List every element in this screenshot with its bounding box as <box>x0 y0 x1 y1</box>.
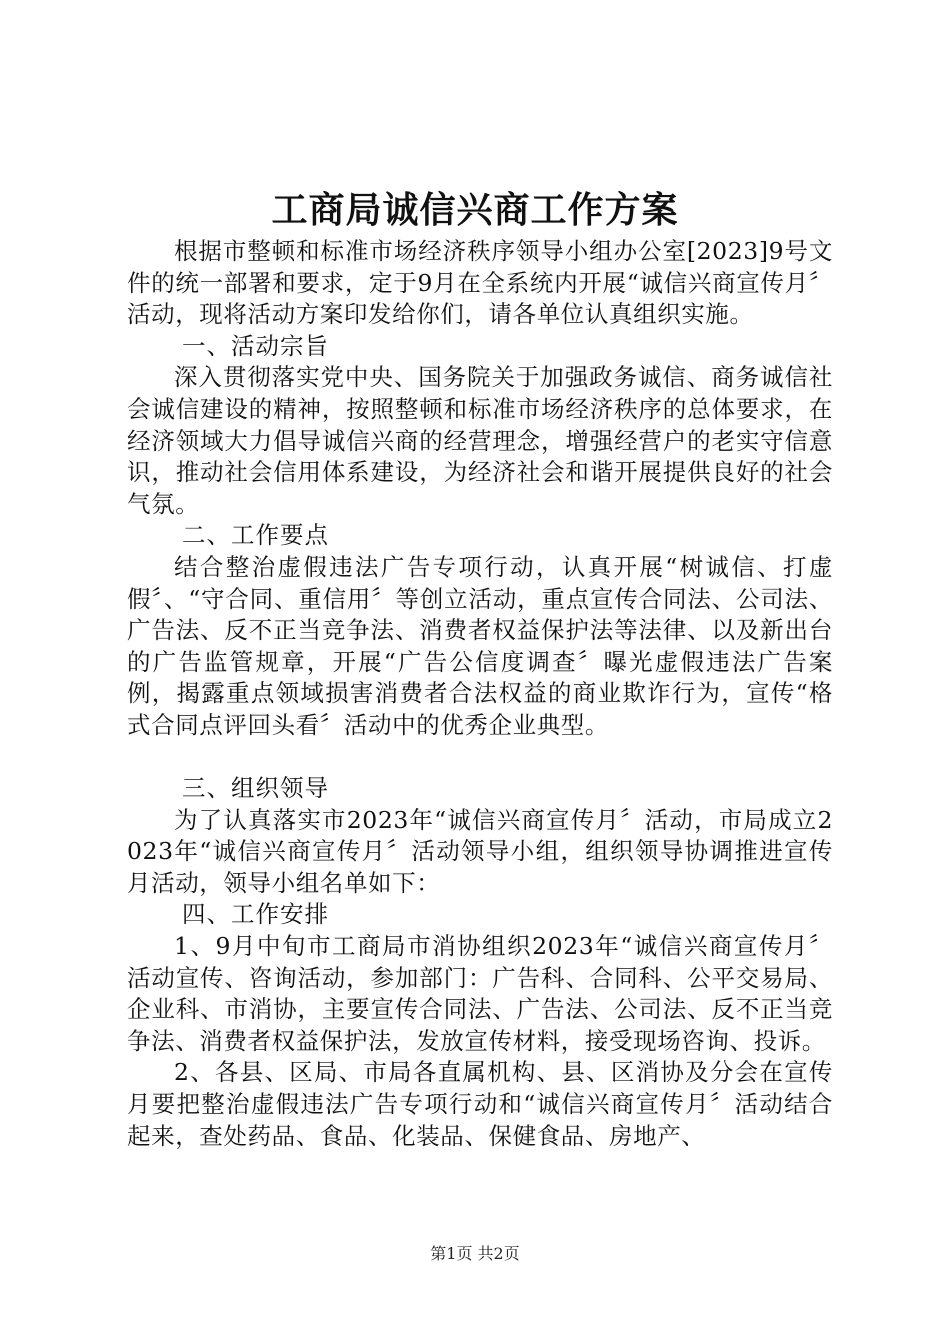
arrangement-item-2: 2、各县、区局、市局各直属机构、县、区消协及分会在宣传月要把整治虚假违法广告专项行动和“诚信兴商宣传月〞活动结合起来，查处药品、食品、化装品、保健食品、房地产、 <box>127 1058 833 1150</box>
section-key-points-text: 结合整治虚假违法广告专项行动，认真开展“树诚信、打虚假〞、“守合同、重信用〞等创立活动，重点宣传合同法、公司法、广告法、反不正当竞争法、消费者权益保护法等法律、以及新出台的广告监管规章，开展“广告公信度调查〞曝光虚假违法广告案例，揭露重点领域损害消费者合法权益的商业欺诈行为，宣传“格式合同点评回头看〞活动中的优秀企业典型。 <box>127 552 833 739</box>
document-title: 工商局诚信兴商工作方案 <box>271 189 679 231</box>
section-heading-purpose: 一、活动宗旨 <box>182 331 329 360</box>
section-heading-key-points: 二、工作要点 <box>182 521 329 550</box>
intro-paragraph: 根据市整顿和标准市场经济秩序领导小组办公室[2023]9号文件的统一部署和要求，定于9月在全系统内开展“诚信兴商宣传月〞活动，现将活动方案印发给你们，请各单位认真组织实施。 <box>127 237 833 329</box>
section-heading-leadership: 三、组织领导 <box>182 774 329 803</box>
paragraph-spacer <box>127 742 833 774</box>
page-number-footer: 第1页 共2页 <box>430 1244 520 1263</box>
section-leadership-text: 为了认真落实市2023年“诚信兴商宣传月〞活动，市局成立2023年“诚信兴商宣传月〞活动领导小组，组织领导协调推进宣传月活动，领导小组名单如下： <box>127 805 833 897</box>
document-body <box>127 236 833 1152</box>
arrangement-item-1: 1、9月中旬市工商局市消协组织2023年“诚信兴商宣传月〞活动宣传、咨询活动，参加部门：广告科、合同科、公平交易局、企业科、市消协，主要宣传合同法、广告法、公司法、反不正当竞争法、消费者权益保护法，发放宣传材料，接受现场咨询、投诉。 <box>127 932 833 1055</box>
section-heading-arrangement: 四、工作安排 <box>182 900 329 929</box>
section-purpose-text: 深入贯彻落实党中央、国务院关于加强政务诚信、商务诚信社会诚信建设的精神，按照整顿和标准市场经济秩序的总体要求，在经济领域大力倡导诚信兴商的经营理念，增强经营户的老实守信意识，推动社会信用体系建设，为经济社会和谐开展提供良好的社会气氛。 <box>127 363 833 518</box>
